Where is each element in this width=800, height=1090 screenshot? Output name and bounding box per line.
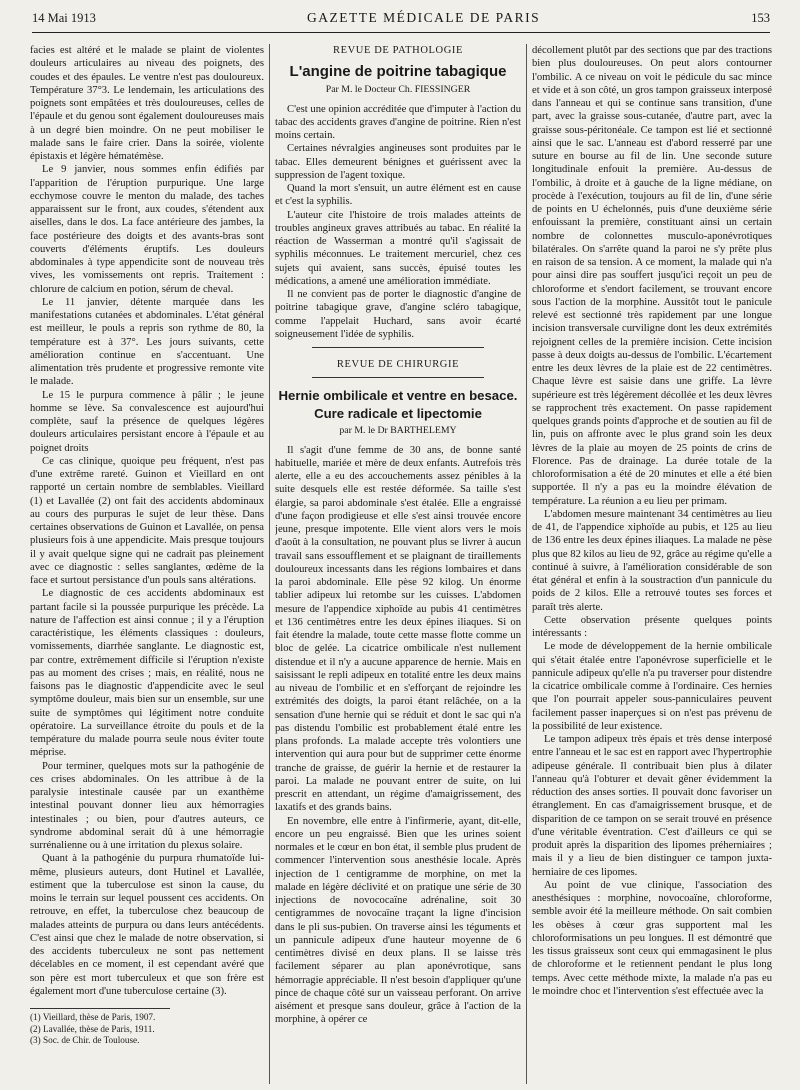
article-title: Hernie ombilicale et ventre en besace.	[278, 388, 518, 404]
body-paragraph: Quand la mort s'ensuit, un autre élément est en cause et c'est la syphilis.	[275, 183, 521, 208]
article-subtitle: Cure radicale et lipectomie	[314, 406, 482, 422]
column-divider	[269, 44, 270, 1084]
body-paragraph: Le diagnostic de ces accidents abdominaux est partant facile si la poussée purpurique les précède. La nature de l'affection est ainsi connue ; il y a l'éruption caractéristique, les éléments classiques : douleurs, vomissements, diarrhée sanglante. Le diagnostic est, par contre, extrêmement difficile si l'éruption n'existe pas au moment des crises ; mais, en réalité, nous ne faisons pas le diagnostic d'appendicite avec le seul symptôme douleur, mais bien sur un ensemble, sur une suite de symptômes qui légitiment notre conduite opératoire. La surveillance étroite du pouls et de la température du malade pourra seule nous éviter toute méprise.	[30, 588, 264, 759]
article-author: par M. le Dr BARTHELEMY	[339, 425, 457, 437]
column-right	[532, 44, 772, 1084]
body-paragraph: Le 11 janvier, détente marquée dans les manifestations cutanées et abdominales. L'état général est meilleur, le pouls a repris son rythme de 80, la température est à 37°. Les jours suivants, cette amélioration continue en s'accentuant. Une alimentation très prudente et progressive remonte vite le malade.	[30, 296, 264, 388]
issue-date: 14 Mai 1913	[32, 11, 96, 25]
body-paragraph: Le mode de développement de la hernie ombilicale qui s'était étalée entre l'aponévrose superficielle et le pannicule adipeux qu'elle n'a pu traverser pour distendre la cicatrice ombilicale comme à l'ordinaire. Ces hernies que l'on pourrait appeler sous-panniculaires peuvent facilement passer inaperçues si on n'est pas prévenu de la possibilité de leur existence.	[532, 641, 772, 732]
running-head	[32, 10, 770, 33]
footnote: (2) Lavallée, thèse de Paris, 1911.	[30, 1023, 155, 1034]
body-paragraph: Il s'agit d'une femme de 30 ans, de bonne santé habituelle, mariée et mère de deux enfants. Autrefois très alerte, elle a eu des accouchements assez pénibles à la suite desquels elle est restée déformée. Sa taille s'est élargie, sa paroi abdominale s'est étalée. Elle a engraissé d'une façon prodigieuse et elle s'est ainsi trouvée encore jeune, presque impotente. Elle vient alors vers le mois d'août à la consultation, ne pouvant plus se livrer à aucun travail sans essoufflement et se plaignant de tiraillements douloureux incessants dans les régions lombaires et dans la paroi abdominale. Elle pèse 92 kilog. Un énorme tablier adipeux lui retombe sur les cuisses. L'abdomen mesure de l'appendice xiphoïde au pubis 41 centimètres et 136 centimètres entre les deux épines iliaques. Si on fait étendre la malade, toute cette masse flotte comme un bloc de gelée. La cicatrice ombilicale n'est nullement distendue et il n'y a aucune apparence de hernie. Mais en saisissant le repli adipeux en totalité entre les deux mains au niveau de l'ombilic et en s'efforçant de rejoindre les extrémités des doigts, la paroi étant relâchée, on a la sensation d'une hernie qui se réduit et dont le sac qui n'a pas distendu l'ombilic est probablement étalé entre les plans profonds. La malade accepte très volontiers une intervention qui aura pour but de supprimer cette énorme tranche de graisse, de guérir la hernie et de restaurer la paroi. La malade ne pouvant entrer de suite, on lui prescrit en attendant, un régime d'amaigrissement, des laxatifs et des grands bains.	[275, 444, 521, 814]
footnote: (3) Soc. de Chir. de Toulouse.	[30, 1035, 140, 1045]
footnote: (1) Vieillard, thèse de Paris, 1907.	[30, 1012, 156, 1022]
article-title: L'angine de poitrine tabagique	[289, 63, 507, 81]
body-paragraph: Pour terminer, quelques mots sur la pathogénie de ces crises abdominales. On les attribue à de la paralysie intestinale causée par un exanthème intestinal pouvant donner lieu aux hémorragies intestinales ; ou bien, pour d'autres auteurs, ce syndrome abdominal serait dû à une hémorragie surrénalienne ou à une irritation du plexus solaire.	[30, 760, 264, 851]
body-paragraph: En novembre, elle entre à l'infirmerie, ayant, dit-elle, encore un peu engraissé. Bien que les urines soient normales et le cœur en bon état, il semble plus prudent de commencer l'intervention sous anesthésie locale. Après injection de 1 centigramme de morphine, on met la malade en légère déclivité et on pratique une série de 30 injections de novococaïne adrénaline, soit 30 centigrammes de novocaïne traçant la ligne d'incision dans le pli sus-pubien. On traverse ainsi les téguments et un pannicule adipeux d'une hauteur moyenne de 6 centimètres divisé en deux plans. Il se laisse très facilement séparer au plan aponévrotique, sans hémorragie appréciable. Il n'est besoin d'appliquer qu'une pince de chaque côté sur un vaisseau perforant. On arrive aisément et presque sans douleur, grâce à l'action de la morphine, à opérer ce	[275, 815, 521, 1026]
body-paragraph: Le 15 le purpura commence à pâlir ; le jeune homme se lève. Sa convalescence est aujourd'hui complète, sauf la présence de quelques légères douleurs articulaires persistant encore à l'épaule et au poignet droits	[30, 389, 264, 454]
column-divider	[526, 44, 527, 1084]
body-paragraph: facies est altéré et le malade se plaint de violentes douleurs articulaires au niveau des poignets, des coudes et des épaules. Le ventre n'est pas douloureux. Température 37°3. Le lendemain, les articulations des poignets sont empâtées et très douloureuses, celles de l'épaule et du genou sont également douloureuses mais à un degré bien moindre. On ne peut mobiliser le malade sans le faire crier. Dans la soirée, violente épistaxis et légère hématémèse.	[30, 45, 264, 162]
body-paragraph: C'est une opinion accréditée que d'imputer à l'action du tabac des accidents graves d'angine de poitrine. Rien n'est moins certain.	[275, 103, 521, 141]
body-paragraph: Quant à la pathogénie du purpura rhumatoïde lui-même, plusieurs auteurs, dont Hutinel et Lavallée, estiment que la tuberculose est sinon la cause, du moins le terrain sur lequel poussent ces accidents. On retrouve, en effet, la tuberculose chez beaucoup de malades atteints de purpura ou dans leurs antécédents. C'est ainsi que chez le malade de notre observation, si des accidents tuberculeux ne sont pas nettement décelables en ce moment, il est cependant avéré que son père est mort tuberculeux et que son frère est également mort d'une tuberculose certaine (3).	[30, 853, 264, 997]
body-paragraph: Au point de vue clinique, l'association des anesthésiques : morphine, novocoaïne, chloroforme, semble avoir été la meilleure méthode. On sait combien les obèses à cœur gras supportent mal les chloroformisations un peu longues. Il est démontré que les tissus graisseux sont ceux qui emmagasinent le plus de chloroforme et le retiennent pendant le plus long temps. Avec cette méthode mixte, la malade n'a pas eu le moindre choc et l'intervention s'est effectuée avec la	[532, 879, 772, 997]
body-paragraph: Il ne convient pas de porter le diagnostic d'angine de poitrine tabagique grave, d'angine scléro tabagique, comme l'appelait Huchard, sans avoir écarté soigneusement l'idée de syphilis.	[275, 289, 521, 340]
body-paragraph: L'auteur cite l'histoire de trois malades atteints de troubles angineux graves attribués au tabac. En réalité la réaction de Wasserman a montré qu'il s'agissait de syphilis méconnues. Le traitement mercuriel, chez ces sujets qui avaient, sans succès, épuisé toutes les médications, a amené une amélioration immédiate.	[275, 209, 521, 287]
column-middle	[275, 44, 521, 1084]
footnotes	[30, 1008, 170, 1047]
column-left	[30, 44, 264, 1084]
section-heading: REVUE DE CHIRURGIE	[336, 359, 460, 370]
body-paragraph: décollement plutôt par des sections que par des tractions bien plus douloureuses. On peut alors contourner l'ombilic. A ce niveau on voit le pédicule du sac mince et vide et à son côté, un gros tampon graisseux interposé dans l'anneau et qui se continue sans transition, d'une part, avec la graisse sous-cutanée, d'autre part, avec la graisse sous-péritonéale. Ce tampon est lié et sectionné ainsi que le sac. L'anneau est d'abord resserré par une suture en bourse au fil de lin. Une seconde suture longitudinale enfouit la première. Au-dessus de l'ombilic, à droite et à gauche de la ligne médiane, on procède à l'exécution, toujours au fil de lin, d'une série de points en U échelonnés, puis d'une deuxième série enfouissant la première, constituant ainsi un certain nombre de colonnettes musculo-aponévrotiques bilatérales. On s'arrête quand la paroi ne s'y prête plus en raison de sa tension. A ce moment, la malade qui n'a pour ainsi dire pas souffert jusqu'ici reçoit un peu de chloroforme et s'endort facilement, se trouvant encore sous l'action de la morphine. Aussitôt tout le panicule relevé est sectionné très rapidement par une longue incision transversale curviligne dont les deux extrémités rejoignent celles de la première incision. Cette incision passe à deux doigts au-dessus de l'ombilic. L'écartement entre les deux lèvres de la plaie est de 22 centimètres. Chaque lèvre est saisie dans une griffe. La lèvre supérieure est très légèrement décollée et les deux lèvres se rapprochent très exactement. On passe rapidement quelques grands points d'approche et de soutien au fil de lin, puis on affronte avec le plus grand soin les deux lèvres de la plaie au moyen de 25 points de crins de Florence. Pas de drainage. La durée totale de la chloroformisation a été de 20 minutes et elle a été bien supportée. Il n'y a pas eu la moindre élévation de température. La réunion a eu lieu per primam.	[532, 45, 772, 507]
journal-title: GAZETTE MÉDICALE DE PARIS	[307, 10, 541, 25]
article-author: Par M. le Docteur Ch. FIESSINGER	[325, 84, 471, 96]
section-heading: REVUE DE PATHOLOGIE	[332, 45, 463, 56]
body-paragraph: Le tampon adipeux très épais et très dense interposé entre l'anneau et le sac est en rapport avec l'hypertrophie adipeuse générale. Il contribuait bien plus à dilater l'anneau qu'à l'obturer et devait gêner évidemment la réduction des anses sorties. Il pouvait donc favoriser un étranglement. En cas d'amaigrissement brusque, et de disparition de ce tampon on se serait trouvé en présence d'une véritable éventration. C'est d'ailleurs ce qui se produit après la disparition des lipomes préherniaires ; mais il y a lieu de bien distinguer ce tampon juxta-herniaire de ces lipomes.	[532, 734, 772, 878]
section-separator	[312, 347, 484, 348]
section-separator	[312, 377, 484, 378]
body-paragraph: Le 9 janvier, nous sommes enfin édifiés par l'apparition de l'éruption purpurique. Une large ecchymose couvre le menton du malade, des taches apparaissent sur le front, aux coudes, s'étendent aux aiselles, dans le dos. La face antérieure des jambes, la face postérieure des doigts et des avants-bras sont couverts d'éléments éruptifs. Les douleurs abdominales à type appendicite sont de nouveau très vives, les vomissements ont repris. Traitement : chlorure de calcium en potion, sérum de cheval.	[30, 164, 264, 295]
page-number: 153	[751, 11, 770, 25]
body-paragraph: Cette observation présente quelques points intéressants :	[532, 614, 772, 639]
body-paragraph: Certaines névralgies angineuses sont produites par le tabac. Elles demeurent bénignes et guérissent avec la suppression de l'agent toxique.	[275, 143, 521, 181]
body-paragraph: Ce cas clinique, quoique peu fréquent, n'est pas d'une extrême rareté. Guinon et Vieillard en ont rapporté un certain nombre de semblables. Vieillard (1) et Lavallée (2) ont fait des accidents abdominaux au cours des purpuras le sujet de leur thèse. Dans certaines observations de Guinon et Lavallée, on pensa plusieurs fois à une appendicite. Mais presque toujours il y avait quelque signe qui ne cadrait pas pleinement avec ce diagnostic : selles sanglantes, œdème de la face et surtout persistance d'un pouls sans altérations.	[30, 455, 264, 586]
body-paragraph: L'abdomen mesure maintenant 34 centimètres au lieu de 41, de l'appendice xiphoïde au pubis, et 125 au lieu de 136 entre les deux épines iliaques. La malade ne pèse plus que 82 kilos au lieu de 92, grâce au régime qu'elle a continué à suivre, à l'amélioration considérable de son état général et enfin à la soustraction d'un pannicule du poids de 2 kilos. Elle a retrouvé toutes ses forces et paraît très alerte.	[532, 508, 772, 613]
